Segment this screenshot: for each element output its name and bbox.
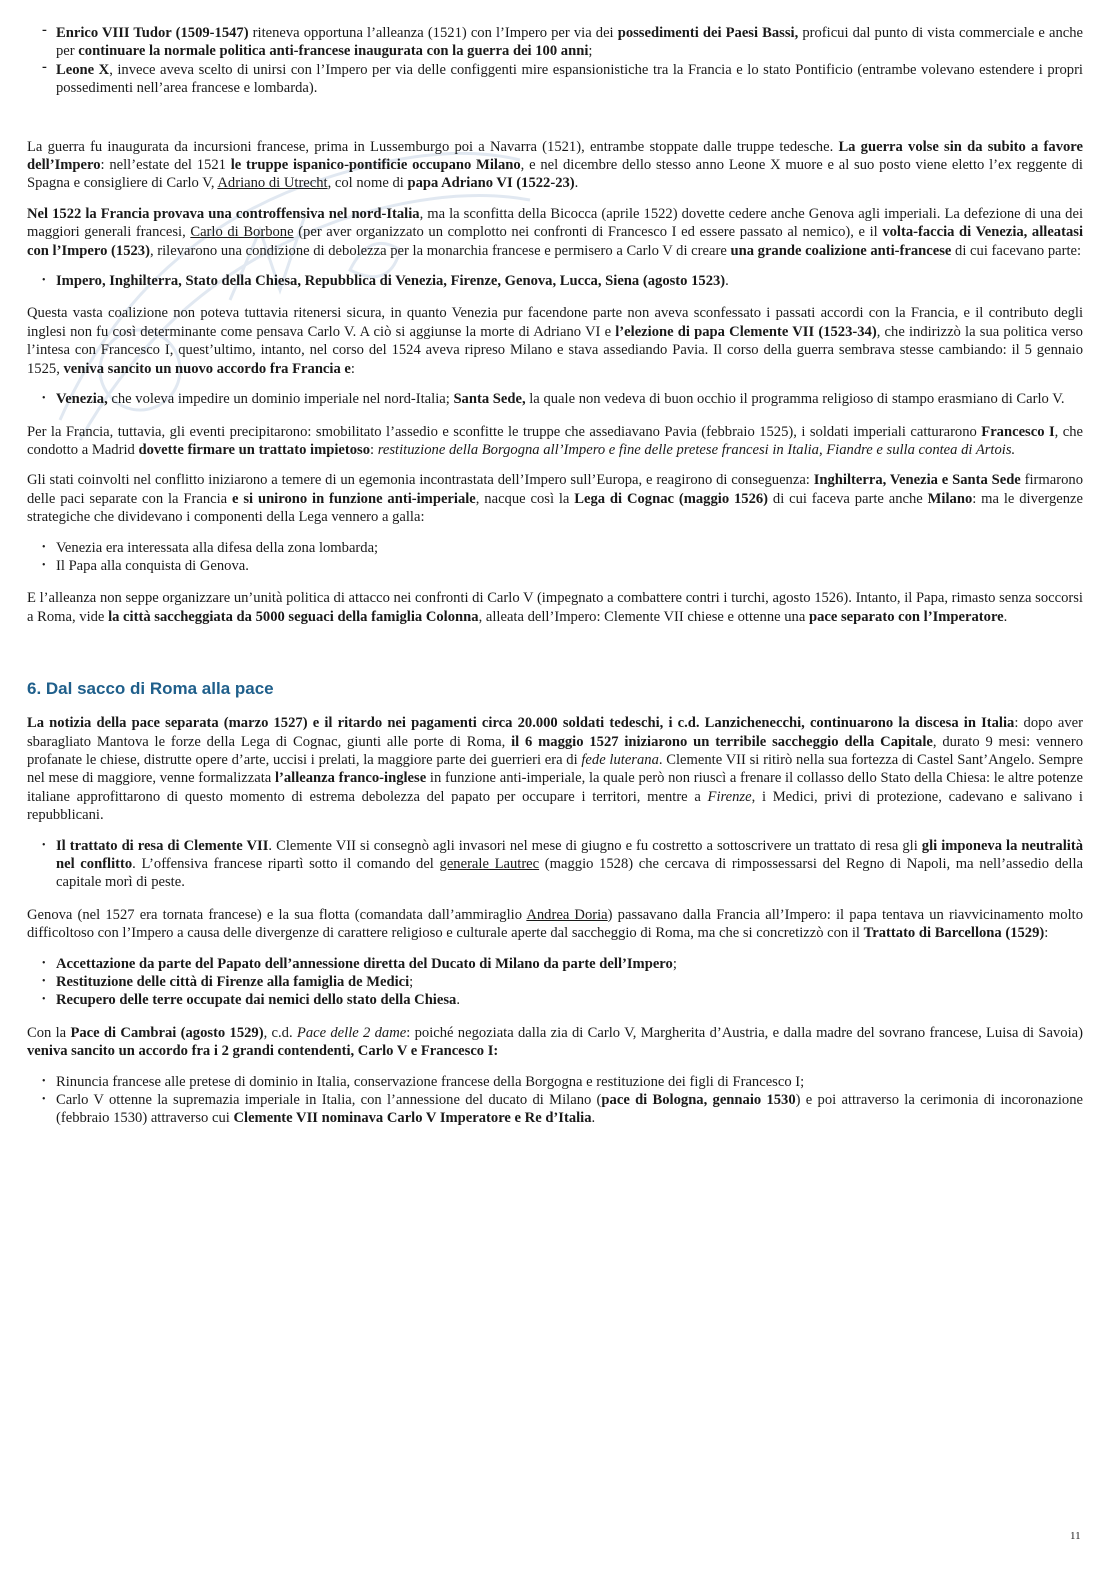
text-run: . Clemente VII si ritirò nella sua fortezza di Castel Sant’Angelo. Sempre nel mese di maggiore, venne formalizzata bbox=[27, 751, 1083, 787]
text-run: in funzione anti-imperiale, la quale però non riuscì a frenare il collasso dello Stato della Chiesa: le altre potenze italiane approfittarono di questo momento di estrema debolezza del papato per occupare i territori, mentre a bbox=[27, 770, 1083, 805]
text-run: . bbox=[574, 175, 579, 192]
text-run: : dopo aver sbaragliato Mantova le forze della Lega di Cognac, giunti alle porte di Roma, bbox=[27, 715, 1083, 750]
bold-text: l’elezione di papa Clemente VII (1523-34) bbox=[615, 323, 877, 340]
paragraph bbox=[27, 714, 1083, 824]
bold-text: Leone X bbox=[56, 61, 110, 78]
text-run: Genova (nel 1527 era tornata francese) e la sua flotta (comandata dall’ammiraglio bbox=[27, 906, 527, 923]
list-item bbox=[27, 557, 1083, 575]
bold-text: gli imponeva la neutralità nel conflitto bbox=[56, 837, 1083, 872]
list-coalition bbox=[27, 272, 1083, 290]
text-run: riteneva opportuna l’alleanza (1521) con l’Impero per via dei bbox=[248, 25, 618, 41]
text-run: , alleata dell’Impero: Clemente VII chiese e ottenne una bbox=[478, 608, 809, 625]
bold-text: Santa Sede, bbox=[453, 391, 526, 408]
document-body bbox=[27, 24, 1083, 1142]
text-run: ; bbox=[409, 974, 414, 991]
bold-text: pace di Bologna, gennaio 1530 bbox=[601, 1092, 796, 1109]
text-run: Questa vasta coalizione non poteva tuttavia ritenersi sicura, in quanto Venezia pur facendone parte non aveva sconfessato i passati accordi con la Francia, e il contributo degli inglesi non fu così determinante come pensava Carlo V. A ciò si aggiunse la morte di Adriano VI e bbox=[27, 305, 1083, 340]
paragraph bbox=[27, 906, 1083, 943]
text-run: Venezia era interessata alla difesa della zona lombarda; bbox=[56, 539, 379, 556]
text-run: , ma la sconfitta della Bicocca (aprile 1522) dovette cedere anche Genova agli imperiali. La defezione di una dei maggiori generali francesi, bbox=[27, 205, 1084, 241]
list-item bbox=[27, 61, 1083, 98]
bold-text: Pace di Cambrai (agosto 1529) bbox=[70, 1024, 264, 1041]
text-run: Rinuncia francese alle pretese di dominio in Italia, conservazione francese della Borgogna e restituzione dei figli di Francesco I; bbox=[56, 1073, 805, 1090]
list-agreement bbox=[27, 390, 1083, 408]
text-run: , c.d. bbox=[263, 1024, 297, 1041]
text-run: . bbox=[1003, 608, 1008, 625]
bold-text: le truppe ispanico-pontificie occupano Milano bbox=[230, 157, 521, 174]
bold-text: Inghilterra, Venezia e Santa Sede bbox=[813, 472, 1021, 489]
bold-text: Enrico VIII Tudor (1509-1547) bbox=[56, 25, 249, 41]
list-league-divergences bbox=[27, 539, 1083, 576]
bold-text: possedimenti dei Paesi Bassi, bbox=[617, 25, 799, 41]
bold-text: veniva sancito un nuovo accordo fra Francia e bbox=[63, 360, 351, 377]
text-run: Gli stati coinvolti nel conflitto iniziarono a temere di un egemonia incontrastata dell’Impero sull’Europa, e reagirono di conseguenza: bbox=[27, 472, 814, 489]
text-run: di cui facevano parte: bbox=[951, 242, 1082, 259]
text-run: . bbox=[591, 1110, 596, 1127]
list-surrender-treaty bbox=[27, 837, 1083, 892]
bold-text: La notizia della pace separata (marzo 1527) e il ritardo nei pagamenti circa 20.000 soldati tedeschi, i c.d. Lanzichenecchi, continuarono la discesa in Italia bbox=[27, 715, 1015, 732]
bold-text: Accettazione da parte del Papato dell’annessione diretta del Ducato di Milano da parte dell’Impero bbox=[56, 955, 673, 972]
text-run: : bbox=[370, 441, 378, 458]
text-run: : bbox=[350, 360, 355, 377]
text-run: : nell’estate del 1521 bbox=[100, 157, 231, 174]
bold-text: il 6 maggio 1527 iniziarono un terribile saccheggio della Capitale bbox=[511, 733, 933, 750]
list-item bbox=[27, 991, 1083, 1009]
paragraph bbox=[27, 304, 1083, 378]
text-run: di cui faceva parte anche bbox=[768, 490, 928, 507]
text-run: La guerra fu inaugurata da incursioni francese, prima in Lussemburgo poi a Navarra (1521), entrambe stoppate dalle truppe tedesche. bbox=[27, 138, 839, 155]
list-item bbox=[27, 1091, 1083, 1128]
text-run: firmarono delle paci separate con la Francia bbox=[27, 472, 1083, 507]
text-run: , che indirizzò la sua politica verso l’intesa con Francesco I, quest’ultimo, intanto, nel corso del 1524 aveva ripreso Milano e stava assediando Pavia. Il corso della guerra sembrava stesse cambiando: il 5 gennaio 1525, bbox=[27, 323, 1083, 377]
bold-text: la città saccheggiata da 5000 seguaci della famiglia Colonna bbox=[108, 608, 479, 625]
italic-text: Pace delle 2 dame bbox=[296, 1024, 407, 1041]
text-run: : ma le divergenze strategiche che dividevano i componenti della Lega vennero a galla: bbox=[27, 490, 1084, 526]
bold-text: Venezia, bbox=[56, 391, 108, 408]
list-cambrai-peace bbox=[27, 1073, 1083, 1128]
text-run: (per aver organizzato un complotto nei confronti di Francesco I ed essere passato al nemico), e il bbox=[293, 224, 883, 241]
italic-text: restituzione della Borgogna all’Impero e fine delle pretese francesi in Italia, Fiandre e sulla contea di Artois. bbox=[377, 441, 1016, 458]
bold-text: dovette firmare un trattato impietoso bbox=[138, 441, 371, 458]
bold-text: e si unirono in funzione anti-imperiale bbox=[232, 490, 476, 507]
bold-text: Lega di Cognac (maggio 1526) bbox=[574, 490, 769, 507]
paragraph bbox=[27, 138, 1083, 193]
paragraph bbox=[27, 1024, 1083, 1061]
bold-text: Milano bbox=[927, 490, 973, 507]
bold-text: una grande coalizione anti-francese bbox=[730, 242, 952, 259]
bold-text: volta-faccia di Venezia, alleatasi con l’Impero (1523) bbox=[27, 224, 1083, 259]
text-run: la quale non vedeva di buon occhio il programma religioso di stampo erasmiano di Carlo V. bbox=[525, 391, 1065, 408]
text-run: Con la bbox=[27, 1024, 71, 1041]
bold-text: Il trattato di resa di Clemente VII bbox=[56, 837, 269, 854]
text-run: . Clemente VII si consegnò agli invasori nel mese di giugno e fu costretto a sottoscrivere un trattato di resa gli bbox=[268, 837, 922, 854]
text-run: : poiché negoziata dalla zia di Carlo V, Margherita d’Austria, e dalla madre del sovrano francese, Luisa di Savoia) bbox=[406, 1024, 1083, 1041]
section-heading: 6. Dal sacco di Roma alla pace bbox=[27, 679, 274, 699]
underlined-text: generale Lautrec bbox=[439, 856, 540, 872]
text-run: , rilevarono una condizione di debolezza per la monarchia francese e permisero a Carlo V di creare bbox=[149, 242, 731, 259]
text-run: ; bbox=[588, 43, 593, 60]
bold-text: Impero, Inghilterra, Stato della Chiesa, Repubblica di Venezia, Firenze, Genova, Lucca, Siena (agosto 1523) bbox=[56, 273, 726, 290]
text-run: : bbox=[1044, 925, 1049, 942]
text-run: , col nome di bbox=[327, 175, 408, 192]
text-run: , nacque così la bbox=[475, 490, 575, 507]
paragraph bbox=[27, 423, 1083, 460]
text-run: . bbox=[456, 992, 460, 1009]
underlined-text: Andrea Doria bbox=[526, 906, 608, 923]
text-run: , durato 9 mesi: vennero profanate le chiese, distrutte opere d’arte, uccisi i prelati, la maggiore parte dei guerrieri era di bbox=[27, 733, 1083, 768]
text-run: , invece aveva scelto di unirsi con l’Impero per via delle configgenti mire espansionistiche tra la Francia e lo stato Pontificio (entrambe volevano estendere i propri possedimenti nell’area francese e lombarda). bbox=[56, 61, 1083, 97]
list-item bbox=[27, 24, 1083, 61]
list-item bbox=[27, 955, 1083, 973]
bold-text: Trattato di Barcellona (1529) bbox=[863, 925, 1045, 942]
text-run: che voleva impedire un dominio imperiale nel nord-Italia; bbox=[107, 391, 454, 408]
paragraph bbox=[27, 589, 1083, 626]
list-item bbox=[27, 390, 1083, 408]
bold-text: continuare la normale politica anti-francese inaugurata con la guerra dei 100 anni bbox=[78, 43, 589, 60]
text-run: ) e poi attraverso la cerimonia di incoronazione (febbraio 1530) attraverso cui bbox=[56, 1092, 1083, 1127]
list-item bbox=[27, 973, 1083, 991]
bold-text: Recupero delle terre occupate dai nemici dello stato della Chiesa bbox=[56, 992, 457, 1009]
list-alliance-motives bbox=[27, 24, 1083, 98]
list-item bbox=[27, 272, 1083, 290]
text-run: ; bbox=[672, 955, 677, 972]
bold-text: l’alleanza franco-inglese bbox=[274, 770, 427, 787]
bold-text: pace separato con l’Imperatore bbox=[808, 608, 1004, 625]
list-item bbox=[27, 837, 1083, 892]
text-run: Per la Francia, tuttavia, gli eventi precipitarono: smobilitato l’assedio e sconfitte le truppe che assediavano Pavia (febbraio 1525), i soldati imperiali catturarono bbox=[27, 423, 982, 440]
text-run: (maggio 1528) che cercava di rimpossessarsi del Regno di Napoli, ma nell’assedio della capitale morì di peste. bbox=[56, 856, 1083, 891]
list-barcelona-treaty bbox=[27, 955, 1083, 1010]
text-run: proficui dal punto di vista commerciale e anche per bbox=[56, 25, 1084, 60]
bold-text: Clemente VII nominava Carlo V Imperatore e Re d’Italia bbox=[233, 1110, 592, 1127]
bold-text: La guerra volse sin da subito a favore dell’Impero bbox=[27, 138, 1083, 174]
text-run: Carlo V ottenne la supremazia imperiale in Italia, con l’annessione del ducato di Milano ( bbox=[56, 1092, 602, 1109]
text-run: E l’alleanza non seppe organizzare un’unità politica di attacco nei confronti di Carlo V (impegnato a combattere contri i turchi, agosto 1526). Intanto, il Papa, rimasto senza soccorsi a Roma, vide bbox=[27, 590, 1083, 625]
underlined-text: Carlo di Borbone bbox=[190, 224, 294, 241]
underlined-text: Adriano di Utrecht bbox=[217, 175, 328, 192]
list-item bbox=[27, 539, 1083, 557]
text-run: , che condotto a Madrid bbox=[27, 423, 1083, 458]
italic-text: Firenze bbox=[707, 788, 752, 805]
list-item bbox=[27, 1073, 1083, 1091]
text-run: . bbox=[725, 273, 729, 290]
page-number: 11 bbox=[1070, 1530, 1081, 1542]
bold-text: Francesco I bbox=[981, 423, 1055, 440]
bold-text: Nel 1522 la Francia provava una controffensiva nel nord-Italia bbox=[27, 205, 420, 222]
text-run: Il Papa alla conquista di Genova. bbox=[56, 557, 249, 574]
text-run: , e nel dicembre dello stesso anno Leone X muore e al suo posto viene eletto l’ex reggente di Spagna e consigliere di Carlo V, bbox=[27, 157, 1083, 192]
text-run: , i Medici, privi di protezione, cadevano e salivano i repubblicani. bbox=[27, 788, 1083, 824]
bold-text: Restituzione delle città di Firenze alla famiglia de Medici bbox=[56, 974, 410, 991]
text-run: ) passavano dalla Francia all’Impero: il papa tentava un riavvicinamento molto difficoltoso con l’Impero a causa delle divergenze di carattere religioso e culturale aperte dal saccheggio di Roma, ma che si concretizzò con il bbox=[27, 906, 1083, 942]
bold-text: papa Adriano VI (1522-23) bbox=[407, 175, 575, 192]
text-run: . L’offensiva francese ripartì sotto il comando del bbox=[132, 856, 440, 872]
bold-text: veniva sancito un accordo fra i 2 grandi contendenti, Carlo V e Francesco I: bbox=[27, 1043, 499, 1060]
paragraph bbox=[27, 471, 1083, 526]
paragraph bbox=[27, 205, 1083, 260]
italic-text: fede luterana bbox=[581, 751, 659, 768]
